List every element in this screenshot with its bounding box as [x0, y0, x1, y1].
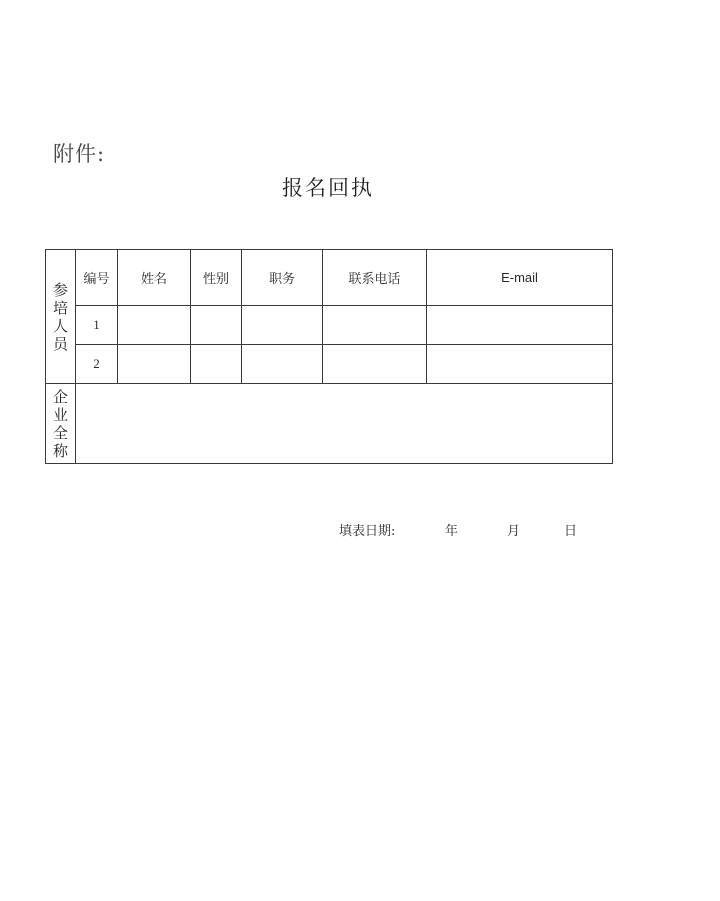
header-gender: 性别 — [191, 250, 242, 306]
registration-table — [45, 249, 613, 464]
participants-label-char: 人 — [52, 316, 68, 335]
table-row — [46, 345, 613, 384]
header-phone: 联系电话 — [323, 250, 427, 306]
fill-date-year: 年 — [445, 524, 459, 539]
participants-label-char: 员 — [52, 334, 68, 353]
participants-label — [46, 250, 76, 384]
company-label-char: 业 — [52, 405, 68, 424]
participants-label-char: 培 — [52, 298, 68, 317]
position-cell[interactable] — [242, 306, 323, 345]
header-name: 姓名 — [118, 250, 191, 306]
attachment-label: 附件: — [53, 142, 106, 166]
header-number: 编号 — [76, 250, 118, 306]
email-cell[interactable] — [427, 345, 613, 384]
company-row — [46, 384, 613, 464]
header-email: E-mail — [427, 250, 613, 306]
company-label-char: 全 — [52, 423, 68, 442]
company-label-char: 称 — [52, 441, 68, 460]
row-number-cell: 1 — [76, 306, 118, 345]
company-label-char: 企 — [52, 387, 68, 406]
company-label — [46, 384, 76, 464]
page-title: 报名回执 — [282, 176, 374, 200]
table-header-row — [46, 250, 613, 306]
fill-date-label: 填表日期: — [339, 524, 396, 539]
name-cell[interactable] — [118, 306, 191, 345]
fill-date-month: 月 — [507, 524, 521, 539]
email-cell[interactable] — [427, 306, 613, 345]
header-position: 职务 — [242, 250, 323, 306]
name-cell[interactable] — [118, 345, 191, 384]
position-cell[interactable] — [242, 345, 323, 384]
phone-cell[interactable] — [323, 345, 427, 384]
phone-cell[interactable] — [323, 306, 427, 345]
participants-label-char: 参 — [52, 280, 68, 299]
company-name-cell[interactable] — [76, 384, 613, 464]
gender-cell[interactable] — [191, 306, 242, 345]
fill-date-day: 日 — [564, 524, 578, 539]
table-row — [46, 306, 613, 345]
gender-cell[interactable] — [191, 345, 242, 384]
row-number-cell: 2 — [76, 345, 118, 384]
